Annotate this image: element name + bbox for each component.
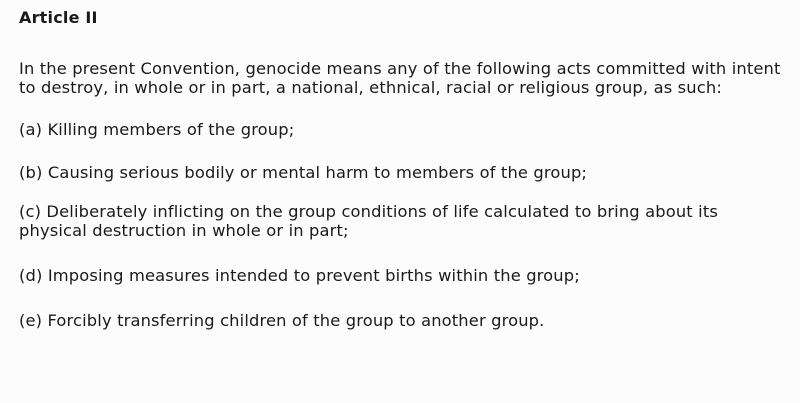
article-heading: Article II — [19, 8, 98, 27]
list-item-d: (d) Imposing measures intended to prevent births within the group; — [19, 266, 580, 285]
article-intro-paragraph: In the present Convention, genocide means any of the following acts committed with intent to destroy, in whole or in part, a national, ethnical, racial or religious group, as such: — [19, 59, 781, 97]
list-item-c: (c) Deliberately inflicting on the group conditions of life calculated to bring about its physical destruction in whole or in part; — [19, 202, 719, 240]
list-item-a: (a) Killing members of the group; — [19, 120, 295, 139]
list-item-e: (e) Forcibly transferring children of the group to another group. — [19, 311, 545, 330]
list-item-b: (b) Causing serious bodily or mental harm to members of the group; — [19, 163, 588, 182]
